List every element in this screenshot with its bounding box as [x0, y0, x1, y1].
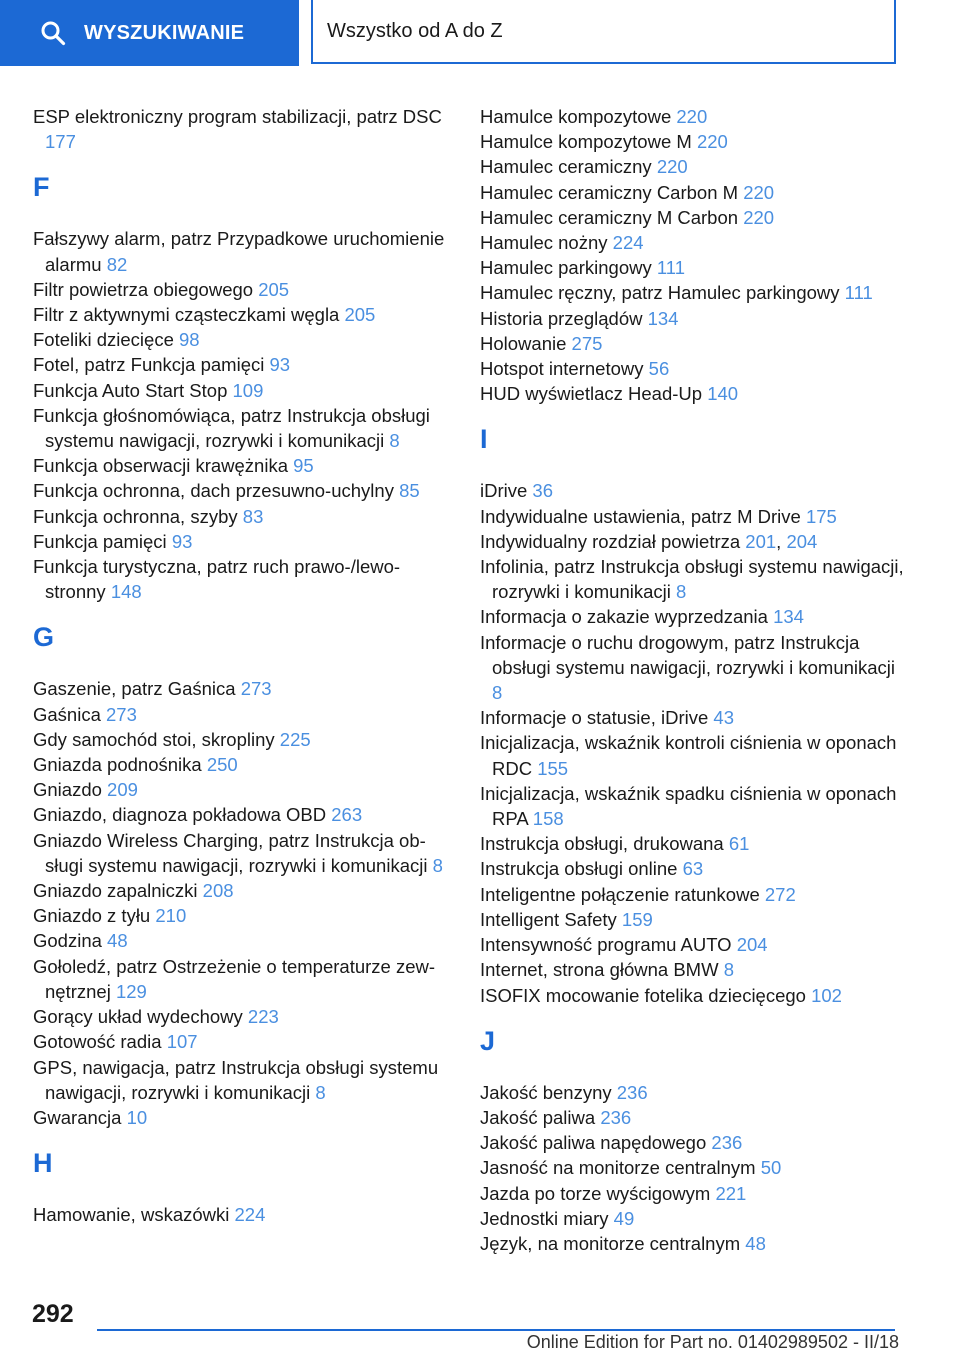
page-link[interactable]: 134 — [647, 307, 679, 329]
entry-text: Filtr powietrza obiegowego — [33, 278, 259, 300]
page-link[interactable]: 82 — [106, 253, 128, 275]
index-entry — [33, 1202, 453, 1227]
index-entry — [33, 752, 453, 777]
page-link[interactable]: 49 — [613, 1207, 635, 1229]
entry-text: Gdy samochód stoi, skropliny — [33, 728, 280, 750]
index-entry — [480, 180, 910, 205]
index-entry — [33, 727, 453, 752]
entry-text: Fałszywy alarm, patrz Przypadkowe uruchomienie alarmu — [33, 228, 445, 275]
page-link[interactable]: 221 — [715, 1182, 747, 1204]
index-entry — [480, 882, 910, 907]
page-link[interactable]: 209 — [107, 779, 138, 801]
index-entry — [480, 957, 910, 982]
index-entry — [480, 1155, 910, 1180]
page-link[interactable]: 250 — [206, 754, 238, 776]
page-link[interactable]: 224 — [234, 1204, 266, 1226]
search-tab-label: WYSZUKIWANIE — [84, 21, 245, 44]
page-link[interactable]: 140 — [707, 383, 739, 405]
index-entry — [33, 104, 453, 154]
index-title: Wszystko od A do Z — [327, 19, 503, 42]
index-title-tab[interactable] — [311, 0, 896, 64]
page-link[interactable]: 107 — [166, 1031, 198, 1053]
index-entry — [480, 630, 910, 706]
index-entry — [33, 1004, 453, 1029]
index-entry — [480, 154, 910, 179]
entry-text: Inicjalizacja, wskaźnik kontroli ciśnienia w oponach RDC — [480, 732, 897, 779]
page-link[interactable]: 8 — [315, 1081, 326, 1103]
index-entry — [480, 856, 910, 881]
entry-text: Infolinia, patrz Instrukcja obsługi systemu nawigacji, rozrywki i komunikacji — [480, 556, 904, 603]
entry-text: Funkcja głośnomówiąca, patrz Instrukcja obsługi systemu nawigacji, rozrywki i komunikacji — [33, 404, 430, 452]
entry-text: Jakość paliwa — [480, 1106, 601, 1128]
entry-text: Gaszenie, patrz Gaśnica — [33, 678, 241, 700]
entry-text: Intensywność programu AUTO — [480, 934, 737, 956]
entry-text: Gniazdo zapalniczki — [33, 880, 203, 902]
page-link[interactable]: 220 — [676, 106, 708, 127]
entry-text: Jednostki miary — [480, 1207, 614, 1229]
index-entry — [33, 504, 453, 529]
page-link[interactable]: 204 — [786, 530, 818, 552]
page-link[interactable]: 48 — [107, 930, 128, 952]
index-entry — [480, 1231, 910, 1256]
index-entry — [33, 777, 453, 802]
page-link[interactable]: 50 — [760, 1157, 782, 1179]
index-entry — [33, 378, 453, 403]
index-entry — [33, 676, 453, 701]
index-column-right — [480, 104, 910, 1256]
entry-text: Foteliki dziecięce — [33, 329, 180, 351]
section-letter: H — [33, 1148, 53, 1179]
index-entry — [33, 554, 453, 604]
page-link[interactable]: 36 — [532, 480, 553, 502]
entry-text: Gniazdo, diagnoza pokładowa OBD — [33, 804, 332, 826]
top-navigation — [0, 0, 960, 66]
page-link[interactable]: 111 — [656, 257, 685, 279]
page-link[interactable]: 236 — [616, 1081, 648, 1103]
entry-text: Intelligent Safety — [480, 908, 622, 930]
page-link[interactable]: 205 — [258, 278, 290, 300]
page-link[interactable]: 10 — [126, 1106, 148, 1128]
entry-text: Gniazdo Wireless Charging, patrz Instrukcja obsługi systemu nawigacji, rozrywki i komunikacji — [33, 829, 433, 876]
page-link[interactable]: 43 — [713, 707, 734, 729]
index-entry — [33, 529, 453, 554]
entry-text: Indywidualne ustawienia, patrz M Drive — [480, 505, 806, 527]
page-link[interactable]: 8 — [723, 959, 734, 981]
entry-text: Funkcja ochronna, dach przesuwno-uchylny — [33, 480, 400, 502]
entry-text: Instrukcja obsługi online — [480, 858, 683, 880]
entry-text: ISOFIX mocowanie fotelika dziecięcego — [480, 984, 812, 1006]
page-link[interactable]: 236 — [600, 1106, 632, 1128]
page-link[interactable]: 111 — [844, 282, 873, 304]
index-entry — [480, 478, 910, 503]
index-entry — [33, 226, 453, 276]
page-link[interactable]: 273 — [106, 703, 137, 725]
entry-text: Język, na monitorze centralnym — [480, 1232, 746, 1254]
page-link[interactable]: 224 — [612, 232, 644, 254]
page-link[interactable]: 8 — [492, 682, 503, 704]
page-link[interactable]: 95 — [293, 455, 314, 477]
index-entry — [480, 831, 910, 856]
entry-text: Historia przeglądów — [480, 307, 648, 329]
entry-text: Internet, strona główna BMW — [480, 959, 724, 981]
entry-text: Funkcja obserwacji krawężnika — [33, 455, 294, 477]
page-link[interactable]: 236 — [711, 1132, 743, 1154]
entry-text: Funkcja ochronna, szyby — [33, 505, 243, 527]
entry-text: Funkcja turystyczna, patrz ruch prawo-/lewostronny — [33, 556, 401, 603]
entry-text: Informacje o ruchu drogowym, patrz Instrukcja obsługi systemu nawigacji, rozrywki i komunikacji — [480, 631, 896, 678]
index-entry — [480, 1130, 910, 1155]
footer-divider — [97, 1329, 895, 1331]
index-entry — [480, 104, 910, 129]
entry-text: Jakość paliwa napędowego — [480, 1132, 712, 1154]
entry-text: Hamulec nożny — [480, 232, 613, 254]
index-entry — [480, 306, 910, 331]
page-link[interactable]: 208 — [202, 880, 234, 902]
entry-text: Gołoledź, patrz Ostrzeżenie o temperaturze zewnętrznej — [33, 955, 436, 1002]
entry-text: Inteligentne połączenie ratunkowe — [480, 883, 765, 905]
index-entry — [480, 932, 910, 957]
entry-text: Hamulec ceramiczny Carbon M — [480, 181, 744, 203]
index-entry — [480, 205, 910, 230]
section-letter: I — [480, 424, 488, 455]
entry-text: iDrive — [480, 480, 533, 502]
page-link[interactable]: 93 — [171, 530, 193, 552]
entry-text: Gniazdo — [33, 779, 108, 801]
entry-text: Hotspot internetowy — [480, 358, 649, 380]
index-entry — [480, 554, 910, 604]
index-entry — [480, 1206, 910, 1231]
page-link[interactable]: 263 — [331, 804, 363, 826]
footer-edition: Online Edition for Part no. 01402989502 - II/18 — [526, 1332, 899, 1352]
page-link[interactable]: 148 — [110, 581, 142, 603]
index-entry — [480, 230, 910, 255]
index-entry — [480, 781, 910, 831]
page-link[interactable]: 210 — [155, 905, 187, 927]
page-link[interactable]: 129 — [115, 980, 147, 1002]
index-entry — [480, 1105, 910, 1130]
entry-text: Fotel, patrz Funkcja pamięci — [33, 354, 270, 376]
page-link[interactable]: 273 — [240, 678, 272, 700]
entry-text: GPS, nawigacja, patrz Instrukcja obsługi systemu nawigacji, rozrywki i komunikacji — [33, 1056, 439, 1103]
page-link[interactable]: 275 — [571, 332, 603, 354]
index-entry — [33, 453, 453, 478]
page-link[interactable]: 56 — [648, 358, 670, 380]
entry-text: Gotowość radia — [33, 1031, 167, 1053]
page-link[interactable]: 220 — [743, 181, 775, 203]
entry-text: Filtr z aktywnymi cząsteczkami węgla — [33, 304, 345, 326]
entry-text: Hamulec ręczny, patrz Hamulec parkingowy — [480, 282, 845, 304]
page-link[interactable]: 102 — [811, 984, 842, 1006]
index-entry — [33, 478, 453, 503]
page-link[interactable]: 155 — [537, 757, 569, 779]
index-entry — [33, 702, 453, 727]
index-entry — [480, 705, 910, 730]
entry-text: Funkcja Auto Start Stop — [33, 379, 233, 401]
index-entry — [480, 255, 910, 280]
index-entry — [33, 1105, 453, 1130]
index-column-left — [33, 104, 453, 1227]
index-entry — [33, 802, 453, 827]
section-letter: F — [33, 172, 50, 203]
search-icon — [40, 20, 66, 46]
page-link[interactable]: 85 — [399, 480, 420, 502]
entry-text: Hamowanie, wskazówki — [33, 1204, 235, 1226]
page-link[interactable]: 175 — [805, 505, 837, 527]
entry-text: Godzina — [33, 930, 108, 952]
page-link[interactable]: 8 — [676, 581, 687, 603]
index-entry — [480, 331, 910, 356]
index-entry — [33, 954, 453, 1004]
entry-text: Indywidualny rozdział powietrza — [480, 530, 746, 552]
page-link[interactable]: 109 — [232, 379, 264, 401]
entry-text: Hamulce kompozytowe — [480, 106, 677, 127]
index-entry — [480, 604, 910, 629]
entry-text: Informacje o statusie, iDrive — [480, 707, 714, 729]
page-link[interactable]: 204 — [736, 934, 768, 956]
index-entry — [480, 730, 910, 780]
page-link[interactable]: 93 — [269, 354, 291, 376]
index-entry — [33, 352, 453, 377]
page-link[interactable]: 225 — [279, 728, 311, 750]
page-link[interactable]: 8 — [432, 854, 443, 876]
entry-text: Informacja o zakazie wyprzedzania — [480, 606, 774, 628]
page-link[interactable]: 158 — [532, 808, 564, 830]
page-link[interactable]: 134 — [773, 606, 804, 628]
index-entry — [480, 1181, 910, 1206]
index-entry — [480, 1080, 910, 1105]
entry-text: Jasność na monitorze centralnym — [480, 1157, 761, 1179]
index-entry: Indywidualny rozdział powietrza 201, 204 — [480, 530, 818, 552]
index-entry — [480, 356, 910, 381]
page-link[interactable]: 220 — [656, 156, 688, 178]
search-tab[interactable] — [0, 0, 299, 66]
index-entry — [33, 878, 453, 903]
entry-text: Gwarancja — [33, 1106, 127, 1128]
index-entry — [33, 327, 453, 352]
index-entry — [33, 1029, 453, 1054]
section-letter: J — [480, 1025, 496, 1056]
entry-text: Gaśnica — [33, 703, 107, 725]
entry-text: Holowanie — [480, 332, 572, 354]
index-entry — [33, 1055, 453, 1105]
page-link[interactable]: 98 — [179, 329, 200, 351]
index-entry — [480, 129, 910, 154]
index-entry — [480, 983, 910, 1008]
index-entry — [480, 280, 910, 305]
entry-text: Inicjalizacja, wskaźnik spadku ciśnienia w oponach RPA — [480, 782, 897, 830]
page-link[interactable]: 220 — [743, 206, 775, 228]
page-link[interactable]: 61 — [728, 833, 750, 855]
section-letter: G — [33, 622, 55, 653]
index-entry — [33, 928, 453, 953]
page-link[interactable]: 8 — [389, 430, 400, 452]
page-link[interactable]: 223 — [247, 1006, 279, 1028]
index-entry — [33, 302, 453, 327]
entry-text: Gniazdo z tyłu — [33, 905, 156, 927]
index-entry — [33, 903, 453, 928]
index-entry — [33, 403, 453, 453]
entry-text: Instrukcja obsługi, drukowana — [480, 833, 729, 855]
page-link[interactable]: 205 — [344, 304, 376, 326]
index-entry — [480, 381, 910, 406]
index-entry — [480, 907, 910, 932]
entry-text: Jazda po torze wyścigowym — [480, 1182, 716, 1204]
page-link[interactable]: 201 — [745, 530, 777, 552]
entry-text: Hamulce kompozytowe M — [480, 131, 697, 153]
index-entry — [33, 828, 453, 878]
entry-text: Hamulec parkingowy — [480, 257, 657, 279]
page-link[interactable]: 48 — [745, 1232, 766, 1254]
entry-text: Gorący układ wydechowy — [33, 1006, 248, 1028]
entry-text: Gniazda podnośnika — [33, 754, 207, 776]
entry-text: Hamulec ceramiczny — [480, 156, 657, 178]
entry-text: Hamulec ceramiczny M Carbon — [480, 206, 744, 228]
page-link[interactable]: 63 — [682, 858, 704, 880]
page-link[interactable]: 159 — [621, 908, 653, 930]
page-link[interactable]: 220 — [696, 131, 728, 153]
entry-text: Funkcja pamięci — [33, 530, 172, 552]
entry-text: ESP elektroniczny program stabilizacji, patrz DSC — [33, 106, 442, 127]
page-link[interactable]: 272 — [764, 883, 796, 905]
entry-text: HUD wyświetlacz Head-Up — [480, 383, 708, 405]
index-entry — [33, 277, 453, 302]
page-link[interactable]: 177 — [45, 131, 76, 153]
page-link[interactable]: 83 — [242, 505, 264, 527]
entry-text: Jakość benzyny — [480, 1081, 617, 1103]
index-entry — [480, 504, 910, 529]
page-number: 292 — [32, 1300, 74, 1328]
